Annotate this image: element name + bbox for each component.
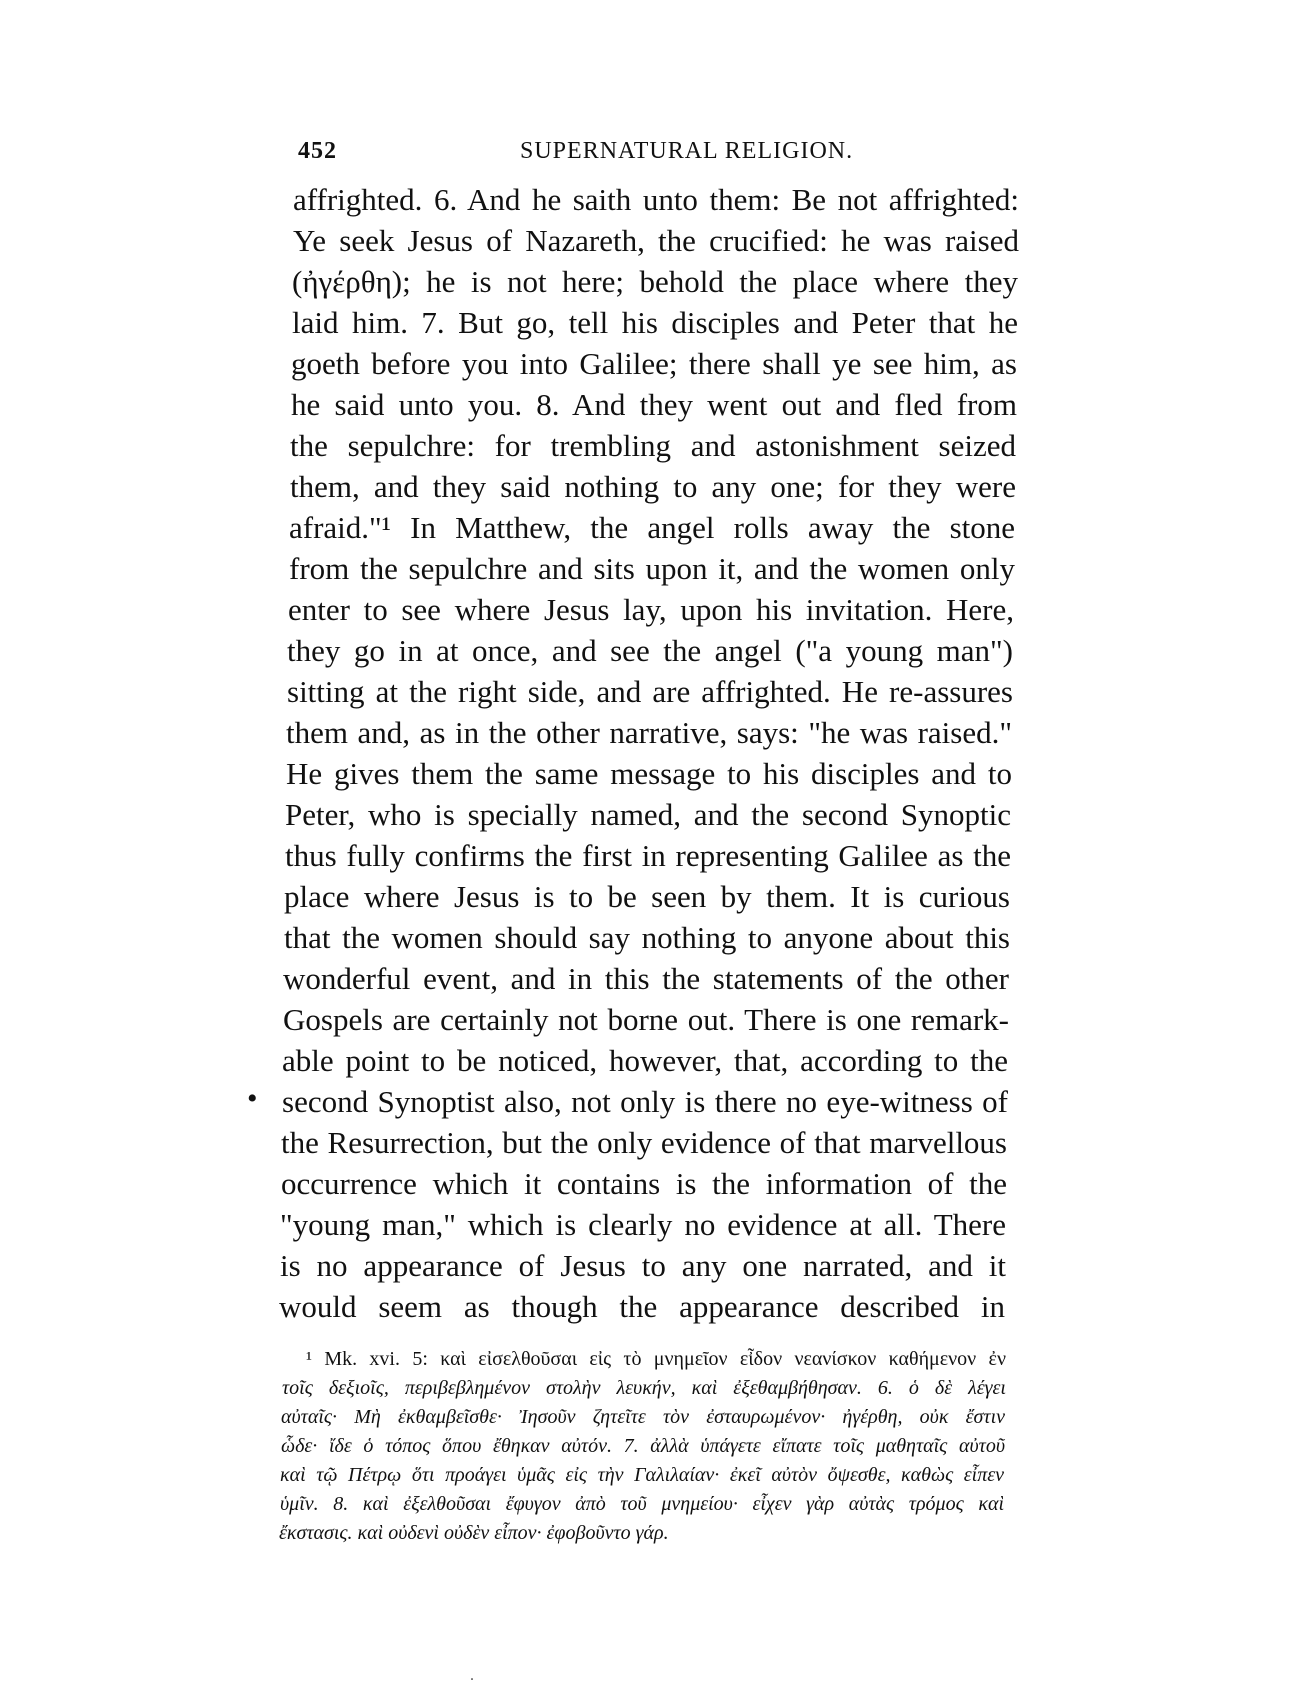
body-line: Ye seek Jesus of Nazareth, the crucified: he was raised <box>293 223 1019 258</box>
body-line: afraid."¹ In Matthew, the angel rolls away the stone <box>289 510 1015 545</box>
page-number: 452 <box>298 138 337 164</box>
body-line: affrighted. 6. And he saith unto them: Be not affrighted: <box>293 182 1019 217</box>
body-line: goeth before you into Galilee; there shall ye see him, as <box>291 346 1017 381</box>
body-line: place where Jesus is to be seen by them. It is curious <box>284 879 1010 914</box>
body-line: would seem as though the appearance described in <box>279 1289 1005 1324</box>
body-line: that the women should say nothing to anyone about this <box>284 920 1010 955</box>
body-line: they go in at once, and see the angel ("a young man") <box>287 633 1013 668</box>
body-line: wonderful event, and in this the statements of the other <box>283 961 1009 996</box>
body-line: them and, as in the other narrative, says: "he was raised." <box>286 715 1012 750</box>
bottom-mark: . <box>470 1667 474 1684</box>
running-title: SUPERNATURAL RELIGION. <box>520 138 854 164</box>
footnote-line: ὑμῖν. 8. καὶ ἐξελθοῦσαι ἔφυγον ἀπὸ τοῦ μνημείου· εἶχεν γὰρ αὐτὰς τρόμος καὶ <box>280 1493 1004 1515</box>
body-line: able point to be noticed, however, that, according to the <box>282 1043 1008 1078</box>
body-line: sitting at the right side, and are affrighted. He re-assures <box>287 674 1013 709</box>
body-line: the Resurrection, but the only evidence of that marvellous <box>281 1125 1007 1160</box>
body-line: from the sepulchre and sits upon it, and the women only <box>289 551 1015 586</box>
body-line: second Synoptist also, not only is there no eye-witness of <box>282 1084 1008 1119</box>
footnote-line: ὧδε· ἴδε ὁ τόπος ὅπου ἔθηκαν αὐτόν. 7. ἀλλὰ ὑπάγετε εἴπατε τοῖς μαθηταῖς αὐτοῦ <box>281 1435 1005 1457</box>
body-line: them, and they said nothing to any one; for they were <box>290 469 1016 504</box>
body-line: He gives them the same message to his disciples and to <box>286 756 1012 791</box>
body-line: occurrence which it contains is the information of the <box>281 1166 1007 1201</box>
margin-mark: • <box>247 1082 258 1115</box>
footnote-line: ¹ Mk. xvi. 5: καὶ εἰσελθοῦσαι εἰς τὸ μνημεῖον εἶδον νεανίσκον καθήμενον ἐν <box>306 1348 1006 1370</box>
body-line: is no appearance of Jesus to any one narrated, and it <box>280 1248 1006 1283</box>
footnote-line: τοῖς δεξιοῖς, περιβεβλημένον στολὴν λευκήν, καὶ ἐξεθαμβήθησαν. 6. ὁ δὲ λέγει <box>282 1377 1006 1399</box>
footnote-line: καὶ τῷ Πέτρῳ ὅτι προάγει ὑμᾶς εἰς τὴν Γαλιλαίαν· ἐκεῖ αὐτὸν ὄψεσθε, καθὼς εἶπεν <box>280 1464 1004 1486</box>
body-line: enter to see where Jesus lay, upon his invitation. Here, <box>288 592 1014 627</box>
footnote-line: αὐταῖς· Μὴ ἐκθαμβεῖσθε· Ἰησοῦν ζητεῖτε τὸν ἐσταυρωμένον· ἠγέρθη, οὐκ ἔστιν <box>281 1406 1005 1428</box>
body-line: he said unto you. 8. And they went out and fled from <box>291 387 1017 422</box>
footnote-line: ἔκστασις. καὶ οὐδενὶ οὐδὲν εἶπον· ἐφοβοῦντο γάρ. <box>279 1522 669 1544</box>
body-line: thus fully confirms the first in representing Galilee as the <box>285 838 1011 873</box>
body-line: Peter, who is specially named, and the second Synoptic <box>285 797 1011 832</box>
body-line: the sepulchre: for trembling and astonishment seized <box>290 428 1016 463</box>
body-line: Gospels are certainly not borne out. There is one remark- <box>283 1002 1009 1037</box>
body-line: (ἠγέρθη); he is not here; behold the place where they <box>292 264 1018 299</box>
body-line: "young man," which is clearly no evidence at all. There <box>280 1207 1006 1242</box>
body-line: laid him. 7. But go, tell his disciples and Peter that he <box>292 305 1018 340</box>
